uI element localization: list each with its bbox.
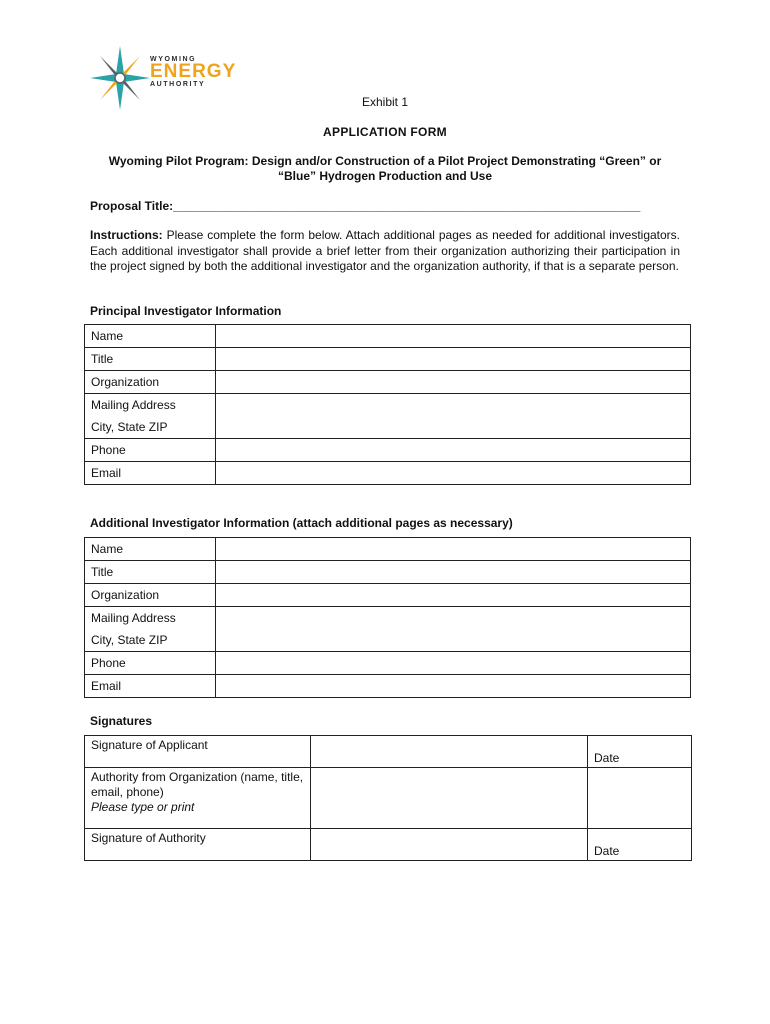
form-title: APPLICATION FORM bbox=[323, 125, 447, 139]
table-row bbox=[85, 462, 691, 485]
pi-email-input[interactable] bbox=[216, 462, 691, 485]
exhibit-label: Exhibit 1 bbox=[361, 95, 409, 109]
table-row bbox=[85, 607, 691, 652]
table-row bbox=[85, 829, 692, 861]
ai-organization-input[interactable] bbox=[216, 584, 691, 607]
pi-title-label: Title bbox=[85, 348, 216, 371]
principal-investigator-heading: Principal Investigator Information bbox=[90, 304, 282, 318]
signatures-heading: Signatures bbox=[90, 714, 153, 728]
signatures-table bbox=[84, 735, 692, 861]
applicant-date-cell[interactable] bbox=[588, 736, 692, 768]
table-row bbox=[85, 538, 691, 561]
pi-organization-input[interactable] bbox=[216, 371, 691, 394]
table-row bbox=[85, 394, 691, 439]
table-row bbox=[85, 439, 691, 462]
ai-city-label: City, State ZIP bbox=[91, 633, 168, 647]
authority-date-label: Date bbox=[594, 844, 620, 858]
pi-name-input[interactable] bbox=[216, 325, 691, 348]
applicant-signature-input[interactable] bbox=[311, 736, 588, 768]
table-row bbox=[85, 348, 691, 371]
pi-phone-label: Phone bbox=[85, 439, 216, 462]
ai-mailing-cell bbox=[85, 607, 216, 652]
instructions-label: Instructions: bbox=[90, 228, 163, 242]
pi-mailing-label: Mailing Address bbox=[91, 398, 176, 412]
authority-date-cell[interactable] bbox=[588, 829, 692, 861]
logo-top-text: WYOMING bbox=[150, 56, 197, 63]
authority-org-input[interactable] bbox=[311, 768, 588, 829]
instructions-text: Please complete the form below. Attach additional pages as needed for additional investigators. Each additional investigator shall provide a brief letter from their organization authorizing their participation in the project signed by both the additional investigator and the organization authority, if that is a separate person. bbox=[90, 228, 680, 273]
ai-mailing-label: Mailing Address bbox=[91, 611, 176, 625]
logo-main-text: ENERGY bbox=[150, 61, 237, 82]
ai-name-label: Name bbox=[85, 538, 216, 561]
ai-title-input[interactable] bbox=[216, 561, 691, 584]
ai-email-label: Email bbox=[85, 675, 216, 698]
table-row bbox=[85, 736, 692, 768]
pi-title-input[interactable] bbox=[216, 348, 691, 371]
authority-signature-label: Signature of Authority bbox=[85, 829, 311, 861]
ai-organization-label: Organization bbox=[85, 584, 216, 607]
ai-phone-label: Phone bbox=[85, 652, 216, 675]
ai-phone-input[interactable] bbox=[216, 652, 691, 675]
ai-title-label: Title bbox=[85, 561, 216, 584]
applicant-signature-label: Signature of Applicant bbox=[85, 736, 311, 768]
pi-organization-label: Organization bbox=[85, 371, 216, 394]
authority-signature-input[interactable] bbox=[311, 829, 588, 861]
authority-org-label: Authority from Organization (name, title, email, phone) bbox=[91, 770, 304, 799]
ai-email-input[interactable] bbox=[216, 675, 691, 698]
logo-bottom-text: AUTHORITY bbox=[150, 81, 206, 88]
table-row bbox=[85, 325, 691, 348]
authority-org-cell bbox=[85, 768, 311, 829]
program-title: Wyoming Pilot Program: Design and/or Construction of a Pilot Project Demonstrating “Green” or “Blue” Hydrogen Production and Use bbox=[108, 154, 662, 183]
table-row bbox=[85, 675, 691, 698]
principal-investigator-table bbox=[84, 324, 691, 485]
pi-city-label: City, State ZIP bbox=[91, 420, 168, 434]
proposal-title-field[interactable]: Proposal Title:______________________________________________________________________ bbox=[90, 199, 641, 213]
table-row bbox=[85, 371, 691, 394]
pi-mailing-input[interactable] bbox=[216, 394, 691, 439]
authority-org-blank-cell[interactable] bbox=[588, 768, 692, 829]
pi-mailing-cell bbox=[85, 394, 216, 439]
ai-name-input[interactable] bbox=[216, 538, 691, 561]
applicant-date-label: Date bbox=[594, 751, 620, 765]
table-row bbox=[85, 561, 691, 584]
additional-investigator-table bbox=[84, 537, 691, 698]
instructions-paragraph bbox=[90, 228, 680, 275]
pi-email-label: Email bbox=[85, 462, 216, 485]
table-row bbox=[85, 652, 691, 675]
ai-mailing-input[interactable] bbox=[216, 607, 691, 652]
table-row bbox=[85, 768, 692, 829]
pi-name-label: Name bbox=[85, 325, 216, 348]
table-row bbox=[85, 584, 691, 607]
pi-phone-input[interactable] bbox=[216, 439, 691, 462]
additional-investigator-heading: Additional Investigator Information (attach additional pages as necessary) bbox=[90, 516, 513, 530]
type-or-print-note: Please type or print bbox=[91, 800, 195, 814]
